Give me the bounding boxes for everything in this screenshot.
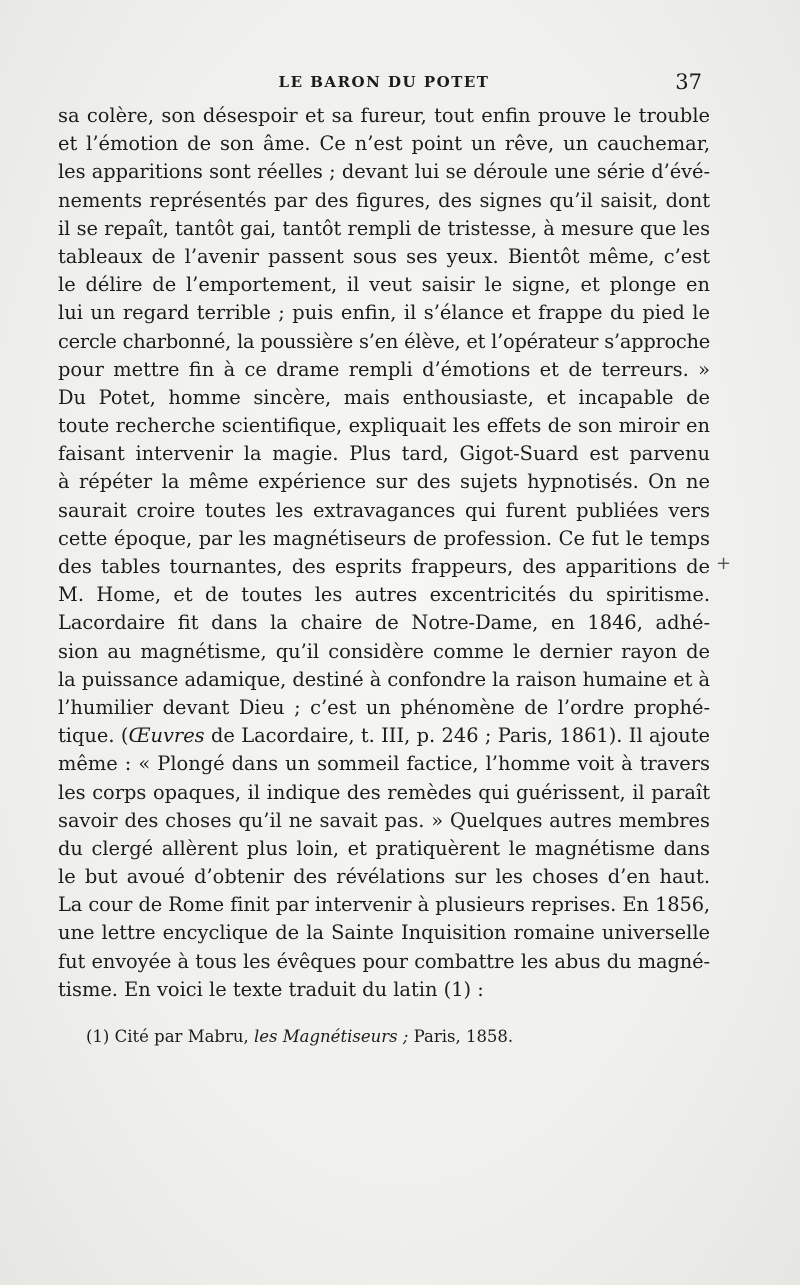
text-line: il se repaît, tantôt gai, tantôt rempli de tristesse, à mesure que les: [58, 216, 710, 240]
text-line: M. Home, et de toutes les autres excentricités du spiritisme.: [58, 583, 710, 607]
text-line: Lacordaire fit dans la chaire de Notre-Dame, en 1846, adhé-: [58, 611, 710, 635]
text-line: pour mettre fin à ce drame rempli d’émotions et de terreurs. »: [58, 357, 710, 381]
text-line: des tables tournantes, des esprits frappeurs, des apparitions de: [58, 555, 710, 578]
footnote: [86, 1027, 513, 1046]
text-line: saurait croire toutes les extravagances qui furent publiées vers: [58, 498, 710, 522]
text-line: les corps opaques, il indique des remèdes qui guérissent, il paraît: [58, 780, 710, 804]
text-line: faisant intervenir la magie. Plus tard, Gigot-Suard est parvenu: [58, 442, 710, 466]
text-line: même : « Plongé dans un sommeil factice, l’homme voit à travers: [58, 752, 710, 776]
text-line-last: tisme. En voici le texte traduit du latin (1) :: [58, 977, 484, 1001]
text-line: La cour de Rome finit par intervenir à plusieurs reprises. En 1856,: [58, 893, 710, 917]
text-line: la puissance adamique, destiné à confondre la raison humaine et à: [58, 667, 710, 691]
italic-title: Œuvres: [128, 724, 205, 748]
text-line-oeuvres: [58, 722, 710, 750]
text-segment: tique. (: [58, 724, 129, 748]
page-number: 37: [675, 70, 702, 94]
body-text: [58, 102, 710, 1004]
footnote-italic: les Magnétiseurs ;: [254, 1027, 409, 1046]
text-line: une lettre encyclique de la Sainte Inquisition romaine universelle: [58, 921, 710, 945]
text-line: sa colère, son désespoir et sa fureur, tout enfin prouve le trouble: [58, 104, 710, 127]
text-line: du clergé allèrent plus loin, et pratiquèrent le magnétisme dans: [58, 836, 710, 860]
text-line: Du Potet, homme sincère, mais enthousiaste, et incapable de: [58, 385, 710, 409]
text-line: savoir des choses qu’il ne savait pas. » Quelques autres membres: [58, 808, 710, 832]
text-line: tableaux de l’avenir passent sous ses yeux. Bientôt même, c’est: [58, 244, 710, 268]
footnote-prefix: (1) Cité par Mabru,: [86, 1027, 254, 1046]
text-line: fut envoyée à tous les évêques pour combattre les abus du magné-: [58, 949, 710, 973]
text-line: lui un regard terrible ; puis enfin, il s’élance et frappe du pied le: [58, 301, 710, 325]
text-line: toute recherche scientifique, expliquait les effets de son miroir en: [58, 414, 710, 438]
text-line: le délire de l’emportement, il veut saisir le signe, et plonge en: [58, 273, 710, 297]
text-line: l’humilier devant Dieu ; c’est un phénomène de l’ordre prophé-: [58, 695, 710, 719]
text-line: à répéter la même expérience sur des sujets hypnotisés. On ne: [58, 470, 710, 494]
footnote-suffix: Paris, 1858.: [408, 1027, 514, 1046]
text-line: cercle charbonné, la poussière s’en élève, et l’opérateur s’approche: [58, 329, 710, 353]
running-title: LE BARON DU POTET: [278, 73, 490, 91]
running-head: [58, 70, 710, 96]
margin-mark: +: [716, 553, 732, 574]
text-line: nements représentés par des figures, des signes qu’il saisit, dont: [58, 188, 710, 212]
text-segment: de Lacordaire, t. III, p. 246 ; Paris, 1861). Il ajoute: [204, 724, 710, 748]
text-line: le but avoué d’obtenir des révélations sur les choses d’en haut.: [58, 865, 710, 889]
text-line: cette époque, par les magnétiseurs de profession. Ce fut le temps: [58, 526, 710, 550]
text-line: et l’émotion de son âme. Ce n’est point un rêve, un cauchemar,: [58, 132, 710, 156]
text-line: les apparitions sont réelles ; devant lui se déroule une série d’évé-: [58, 160, 710, 184]
text-line: sion au magnétisme, qu’il considère comme le dernier rayon de: [58, 639, 710, 663]
